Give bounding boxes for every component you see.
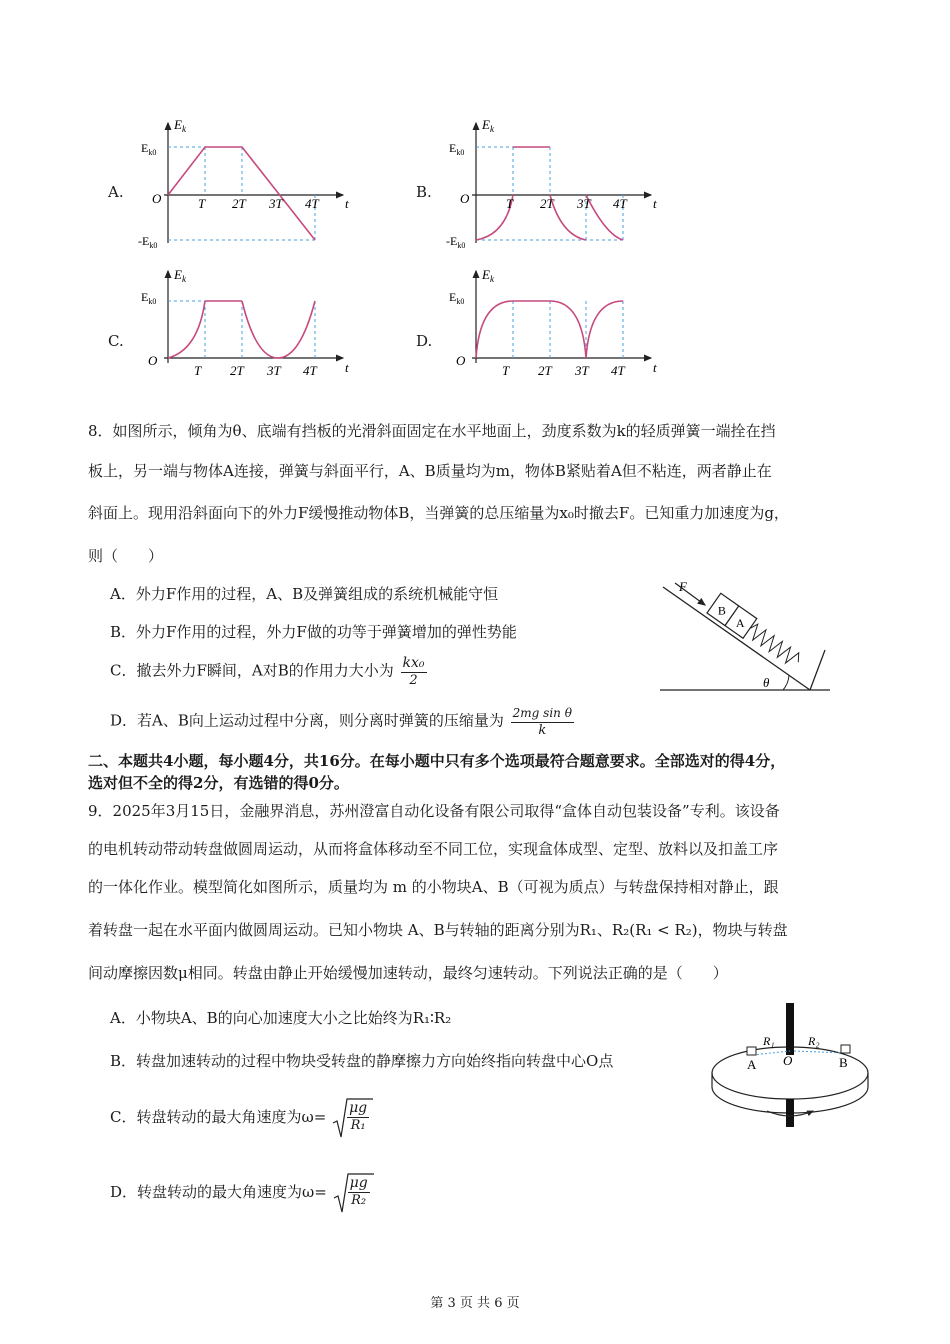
q9-line5: 间动摩擦因数μ相同。转盘由静止开始缓慢加速转动，最终匀速转动。下列说法正确的是（ ） [88, 964, 728, 982]
svg-text:Ek: $E_k$ [482, 117, 494, 134]
q9-option-a: A．小物块A、B的向心加速度大小之比始终为R₁∶R₂ [110, 1009, 452, 1027]
svg-text:t: t [345, 360, 349, 375]
svg-text:O: O [148, 353, 158, 368]
page-footer: 第 3 页 共 6 页 [430, 1296, 520, 1311]
graph-c [138, 265, 353, 380]
ek0-label: $E_{k0}$ [141, 141, 157, 157]
svg-text:2T: 2T [538, 363, 552, 378]
q9-line3: 的一体化作业。模型简化如图所示，质量均为 m 的小物块A、B（可视为质点）与转盘保持相对静止，跟 [88, 878, 779, 896]
section2-line1: 二、本题共4小题，每小题4分，共16分。在每小题中只有多个选项最符合题意要求。全部选对的得4分， [88, 752, 786, 770]
graph-a [138, 115, 353, 255]
svg-text:B: B [717, 603, 726, 618]
svg-text:3T: 3T [267, 363, 281, 378]
svg-text:4T: 4T [613, 196, 627, 211]
svg-text:T: T [506, 196, 514, 211]
svg-text:O: O [456, 353, 466, 368]
svg-text:T: T [502, 363, 510, 378]
spring [745, 622, 803, 669]
graph-d [446, 265, 661, 380]
q9-line2: 的电机转动带动转盘做圆周运动，从而将盒体移动至不同工位，实现盒体成型、定型、放料以及扣盖工序 [88, 840, 779, 858]
svg-text:t: t [653, 360, 657, 375]
svg-text:3T: 3T [577, 196, 591, 211]
svg-text:F: F [679, 579, 687, 594]
q9-option-d: D．转盘转动的最大角速度为ω= $\frac{\mu g}{\text{R₂}}$ [110, 1172, 370, 1214]
tick-2t: 2T [232, 196, 246, 211]
svg-text:4T: 4T [611, 363, 625, 378]
svg-text:Ek: $E_k$ [174, 267, 186, 284]
svg-text:O: O [783, 1053, 793, 1068]
option-a-label: A. [108, 183, 124, 201]
svg-text:Ek0: $E_{k0}$ [141, 290, 157, 306]
svg-text:R₂: R₂ [808, 1034, 820, 1048]
incline-figure [655, 575, 835, 697]
svg-text:t: t [653, 196, 657, 211]
option-c-label: C. [108, 332, 124, 350]
neg-ek0-label: $-E_{k0}$ [138, 234, 158, 250]
option-b-label: B. [416, 183, 432, 201]
svg-text:Ek: $E_k$ [482, 267, 494, 284]
axis-y-label: $E_k$ [174, 117, 186, 134]
q8-line3: 斜面上。现用沿斜面向下的外力F缓慢推动物体B，当弹簧的总压缩量为x₀时撤去F。已知重力加速度为g， [88, 504, 789, 522]
svg-text:T: T [194, 363, 202, 378]
graph-b [446, 115, 661, 255]
tick-t: T [198, 196, 206, 211]
q9-option-b: B．转盘加速转动的过程中物块受转盘的静摩擦力方向始终指向转盘中心O点 [110, 1052, 614, 1070]
svg-text:2T: 2T [540, 196, 554, 211]
svg-text:A: A [747, 1057, 757, 1072]
svg-text:Ek0: $E_{k0}$ [449, 141, 465, 157]
q9-option-c: C．转盘转动的最大角速度为ω= $\frac{\mu g}{\text{R₁}}$ [110, 1097, 369, 1139]
section2-line2: 选对但不全的得2分，有选错的得0分。 [88, 774, 349, 792]
svg-text:θ: θ [763, 675, 770, 690]
turntable-figure [705, 1003, 875, 1128]
q9-line4: 着转盘一起在水平面内做圆周运动。已知小物块 A、B与转轴的距离分别为R₁、R₂(R₁ < R₂)，物块与转盘 [88, 921, 788, 939]
svg-text:O: O [460, 191, 470, 206]
svg-text:-Ek0: $-E_{k0}$ [446, 234, 466, 250]
axle [786, 1099, 794, 1127]
axis-x-label: t [345, 196, 349, 211]
origin-label: O [152, 191, 162, 206]
q8-line4: 则（ ） [88, 547, 164, 565]
svg-text:B: B [839, 1055, 848, 1070]
q9-line1: 9．2025年3月15日，金融界消息，苏州澄富自动化设备有限公司取得“盒体自动包装设备”专利。该设备 [88, 802, 780, 820]
q8-d-fraction: $\frac{\text{2mg sin θ}}{k}$ [512, 706, 572, 738]
q8-option-b: B．外力F作用的过程，外力F做的功等于弹簧增加的弹性势能 [110, 623, 517, 641]
option-d-label: D. [416, 332, 433, 350]
svg-text:A: A [735, 616, 745, 631]
q8-option-d: D．若A、B向上运动过程中分离，则分离时弹簧的压缩量为 $\frac{\text{2mg sin θ}}{k}$ [110, 706, 572, 738]
q8-line1: 8．如图所示，倾角为θ、底端有挡板的光滑斜面固定在水平地面上，劲度系数为k的轻质弹簧一端拴在挡 [88, 422, 776, 440]
tick-4t: 4T [305, 196, 319, 211]
svg-text:Ek0: $E_{k0}$ [449, 290, 465, 306]
svg-text:R₁: R₁ [763, 1034, 775, 1048]
svg-text:3T: 3T [575, 363, 589, 378]
q8-line2: 板上，另一端与物体A连接，弹簧与斜面平行，A、B质量均为m，物体B紧贴着A但不粘连，两者静止在 [88, 462, 772, 480]
q8-option-c: C．撤去外力F瞬间，A对B的作用力大小为 $\frac{\text{kx₀}}{2}$ [110, 655, 425, 688]
q8-option-a: A．外力F作用的过程，A、B及弹簧组成的系统机械能守恒 [110, 585, 499, 603]
q8-c-fraction: $\frac{\text{kx₀}}{2}$ [402, 655, 425, 688]
svg-text:4T: 4T [303, 363, 317, 378]
tick-3t: 3T [269, 196, 283, 211]
svg-text:2T: 2T [230, 363, 244, 378]
